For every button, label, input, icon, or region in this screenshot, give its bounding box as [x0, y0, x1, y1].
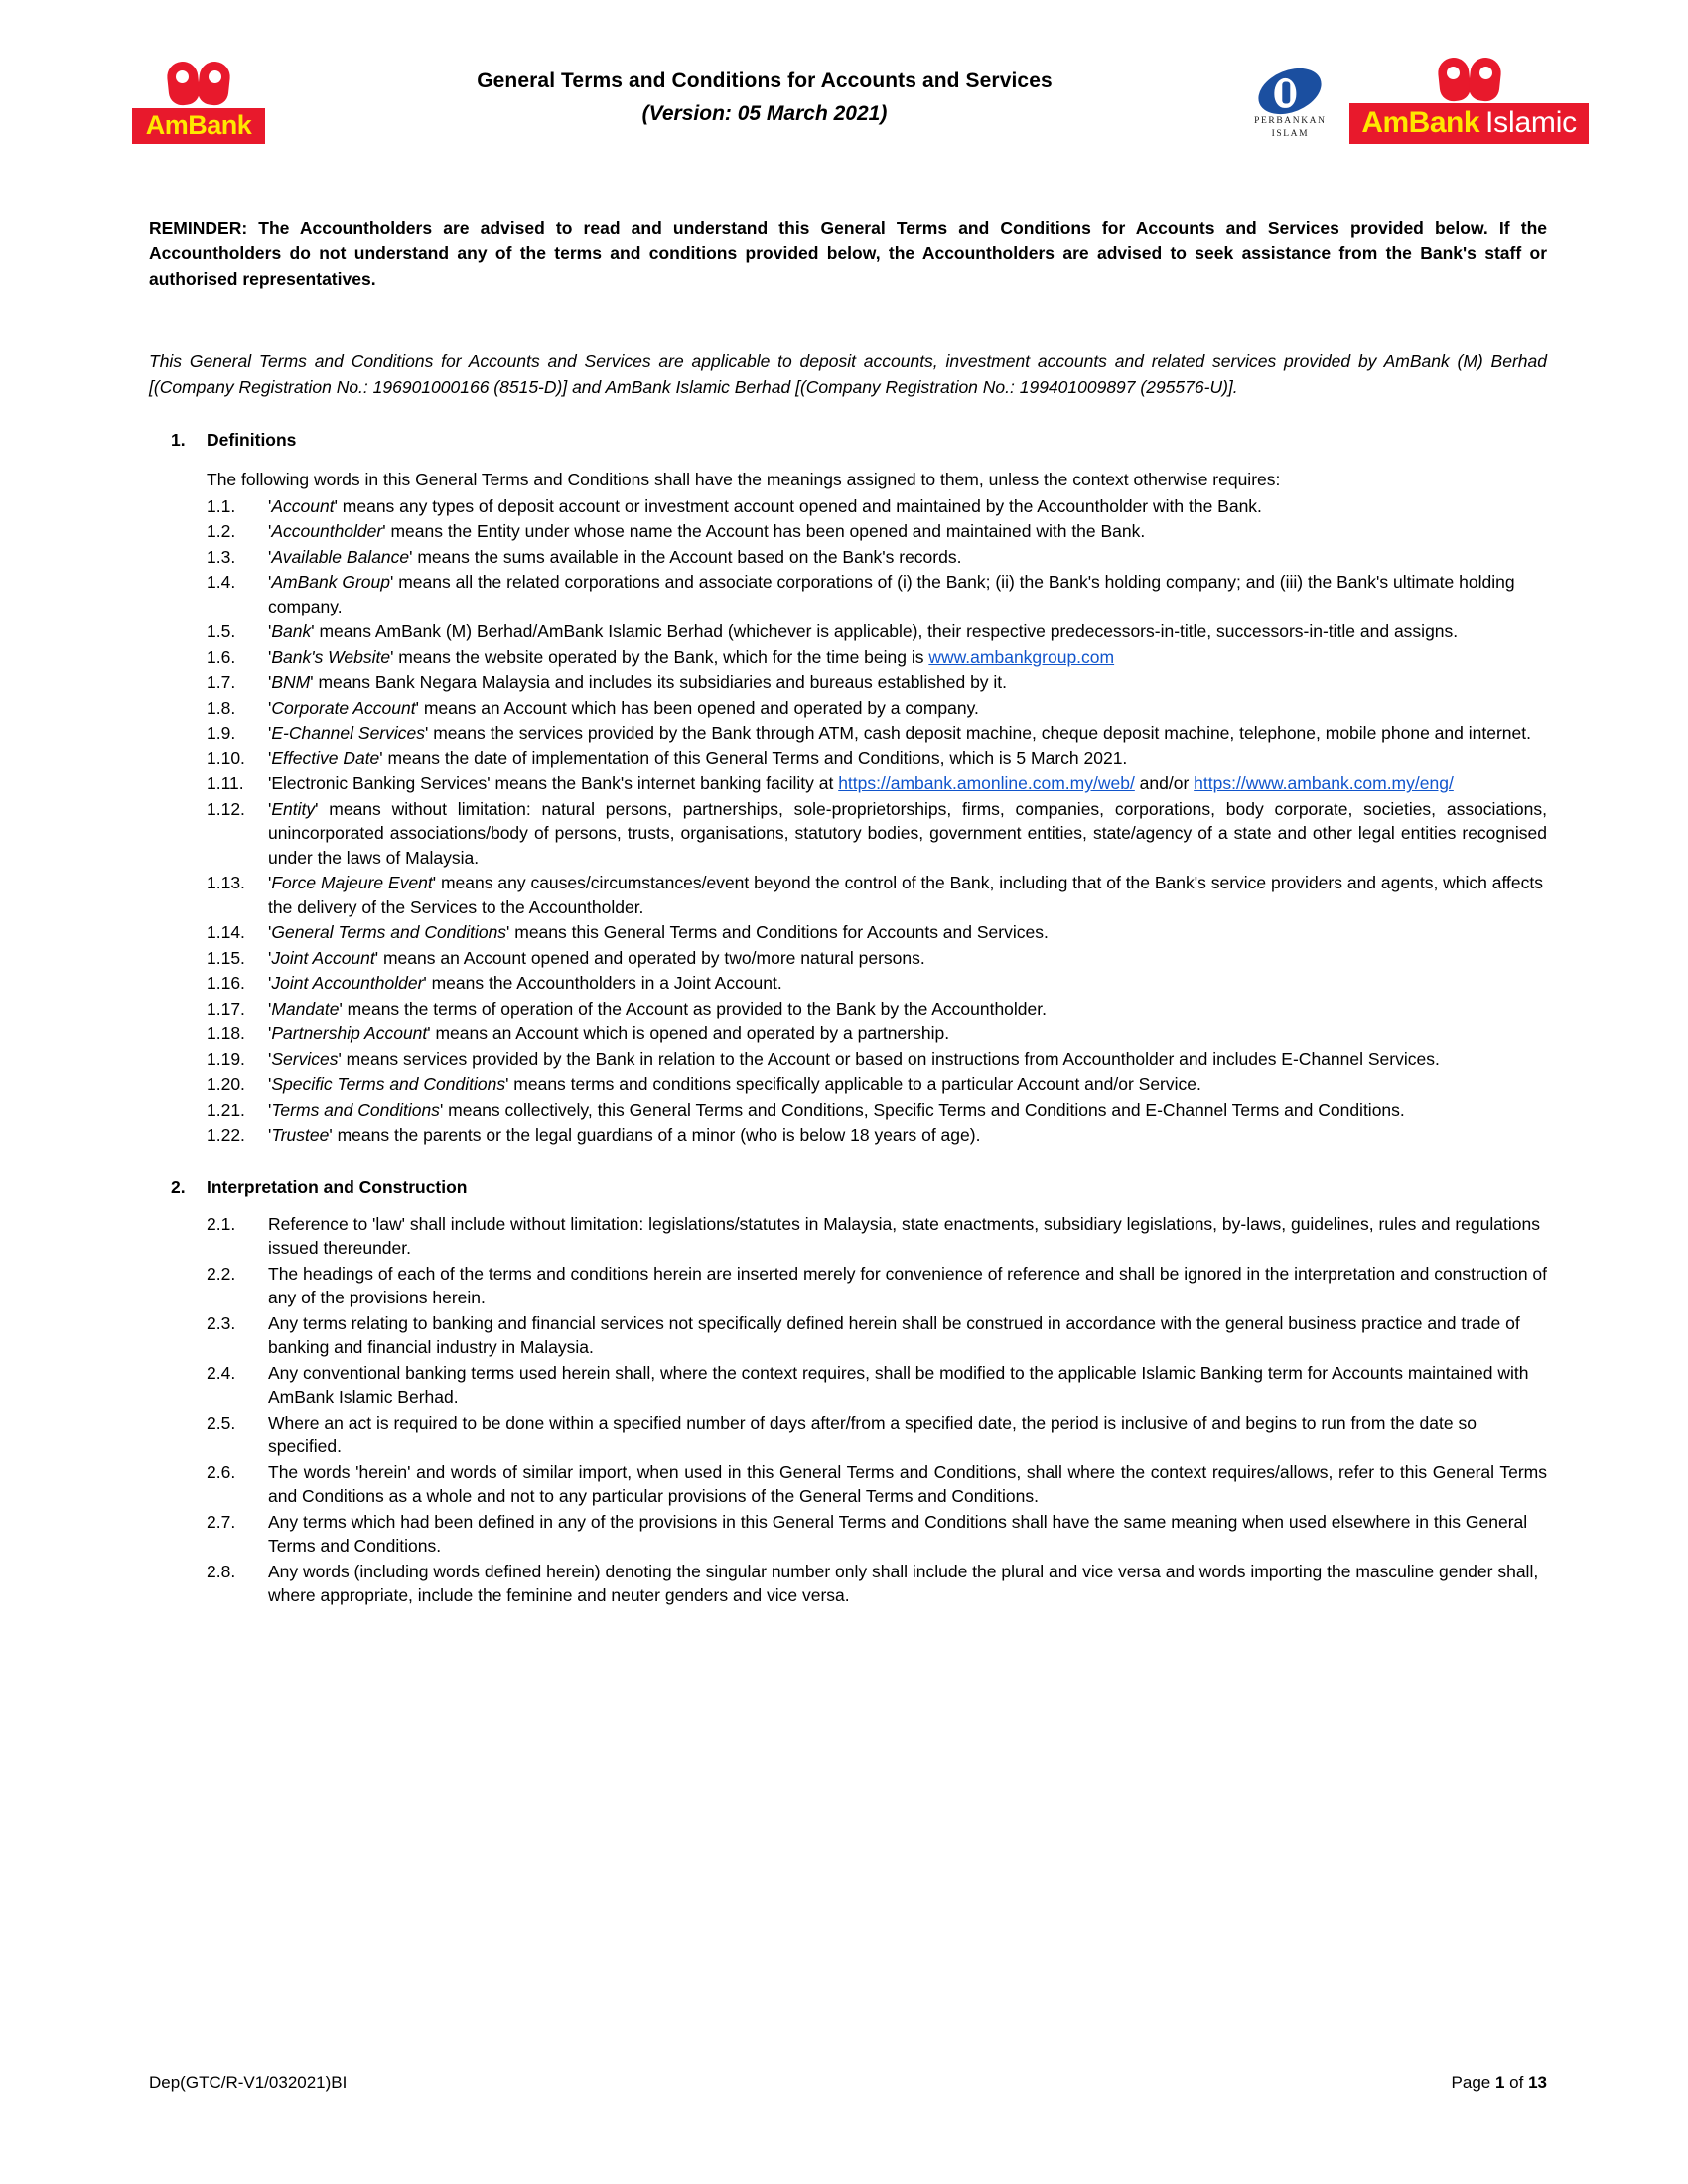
defined-term: Joint Accountholder: [271, 973, 424, 994]
clause-text: Any terms relating to banking and financial services not specifically defined herein shall be construed in accordance with the general business practice and trade of banking and financial industry in Malaysia.: [268, 1312, 1520, 1358]
clause: [207, 670, 1547, 695]
clause-number: 2.3.: [207, 1312, 236, 1333]
clause-text: 'Accountholder' means the Entity under whose name the Account has been opened and maintained with the Bank.: [268, 521, 1146, 542]
clause-number: 1.4.: [207, 572, 236, 593]
clause-number: 1.21.: [207, 1099, 245, 1120]
perbankan-islam-icon: [1252, 60, 1329, 123]
section-number: 2.: [171, 1176, 186, 1197]
clause-number: 2.4.: [207, 1362, 236, 1383]
clause-text: Where an act is required to be done within a specified number of days after/from a specified date, the period is inclusive of and begins to run from the date so specified.: [268, 1412, 1477, 1457]
clause-number: 2.8.: [207, 1561, 236, 1581]
section-heading: [149, 1177, 1547, 1198]
defined-term: Effective Date: [271, 748, 380, 768]
clause: [207, 1411, 1547, 1459]
clause-number: 1.14.: [207, 922, 245, 943]
clause-text: Reference to 'law' shall include without limitation: legislations/statutes in Malaysia, state enactments, subsidiary legislations, by-laws, guidelines, rules and regulations issued thereunder.: [268, 1213, 1540, 1259]
clause-text: 'Entity' means without limitation: natural persons, partnerships, sole-proprietorships, firms, companies, corporations, body corporate, societies, associations, unincorporated associations/body of persons, trusts, organisations, statutory bodies, government entities, state/agency of a state and other legal entities recognised under the laws of Malaysia.: [268, 798, 1547, 868]
clause-text: 'AmBank Group' means all the related corporations and associate corporations of (i) the Bank; (ii) the Bank's holding company; and (iii) the Bank's ultimate holding company.: [268, 572, 1515, 616]
perbankan-line-2: ISLAM: [1271, 128, 1310, 139]
clause-text: 'Joint Account' means an Account opened and operated by two/more natural persons.: [268, 947, 925, 968]
defined-term: Mandate: [271, 998, 340, 1019]
defined-term: BNM: [271, 672, 311, 693]
defined-term: Specific Terms and Conditions: [271, 1074, 506, 1095]
clause-text: 'Force Majeure Event' means any causes/circumstances/event beyond the control of the Bank, including that of the Bank's service providers and agents, which affects the delivery of the Services to the Accountholder.: [268, 873, 1544, 917]
clause-text: 'Services' means services provided by the Bank in relation to the Account or based on instructions from Accountholder and includes E-Channel Services.: [268, 1048, 1440, 1069]
clause-number: 1.11.: [207, 773, 244, 794]
document-body: [0, 216, 1688, 1608]
defined-term: Entity: [271, 798, 316, 819]
clause-number: 1.9.: [207, 723, 236, 744]
clause-text: 'Available Balance' means the sums available in the Account based on the Bank's records.: [268, 546, 962, 567]
clause: [207, 1123, 1547, 1148]
section-number: 1.: [171, 429, 186, 450]
defined-term: Terms and Conditions: [271, 1099, 440, 1120]
clause-text: 'Effective Date' means the date of implementation of this General Terms and Conditions, which is 5 March 2021.: [268, 748, 1128, 768]
clause-text: 'Bank' means AmBank (M) Berhad/AmBank Islamic Berhad (whichever is applicable), their respective predecessors-in-title, successors-in-title and assigns.: [268, 621, 1459, 642]
perbankan-islam-logo: [1244, 70, 1336, 144]
clause-text: Any terms which had been defined in any of the provisions in this General Terms and Conditions shall have the same meaning when used elsewhere in this General Terms and Conditions.: [268, 1511, 1528, 1557]
clause: [207, 619, 1547, 644]
clause-number: 1.16.: [207, 973, 245, 994]
clause: [207, 920, 1547, 945]
clause-number: 1.8.: [207, 697, 236, 718]
clause: [207, 1510, 1547, 1559]
clause: [207, 570, 1547, 618]
footer-page-number: [1452, 2073, 1547, 2093]
clause-number: 1.13.: [207, 873, 245, 893]
clause-text: 'BNM' means Bank Negara Malaysia and includes its subsidiaries and bureaus established by it.: [268, 672, 1008, 693]
preamble-paragraph: This General Terms and Conditions for Accounts and Services are applicable to deposit accounts, investment accounts and related services provided by AmBank (M) Berhad [(Company Registration No.: 196901000166 (8515-D)] and AmBank Islamic Berhad [(Company Registration No.: 199401009897 (295576-U)].: [149, 351, 1547, 397]
clause-text: Any conventional banking terms used herein shall, where the context requires, shall be modified to the applicable Islamic Banking term for Accounts maintained with AmBank Islamic Berhad.: [268, 1362, 1529, 1408]
clause-number: 1.22.: [207, 1125, 245, 1146]
clause-number: 1.18.: [207, 1024, 245, 1044]
clause-text: 'Account' means any types of deposit account or investment account opened and maintained by the Accountholder with the Bank.: [268, 495, 1262, 516]
clause: [207, 1262, 1547, 1310]
total-page-number: 13: [1528, 2073, 1547, 2092]
clause: [207, 1022, 1547, 1046]
clause: [207, 871, 1547, 919]
document-header: [0, 0, 1688, 159]
ambank-islamic-logo-group: [1231, 40, 1589, 144]
clause-number: 2.2.: [207, 1263, 236, 1284]
clause: [207, 1098, 1547, 1123]
clause-number: 2.5.: [207, 1412, 236, 1433]
page-prefix-label: Page: [1451, 2073, 1495, 2092]
defined-term: Corporate Account: [271, 697, 416, 718]
clause: [207, 519, 1547, 544]
clause-text: Any words (including words defined herein) denoting the singular number only shall include the plural and vice versa and words importing the masculine gender shall, where appropriate, include the feminine and neuter genders and vice versa.: [268, 1561, 1539, 1606]
clause-text: 'E-Channel Services' means the services provided by the Bank through ATM, cash deposit machine, cheque deposit machine, telephone, mobile phone and internet.: [268, 723, 1531, 744]
perbankan-islam-label: [1254, 115, 1326, 140]
clause-text: 'Electronic Banking Services' means the Bank's internet banking facility at https://ambank.amonline.com.my/web/ and/or https://www.ambank.com.my/eng/: [268, 773, 1454, 794]
clause: [207, 545, 1547, 570]
reminder-paragraph: REMINDER: The Accountholders are advised to read and understand this General Terms and Conditions for Accounts and Services provided below. If the Accountholders do not understand any of the terms and conditions provided below, the Accountholders are advised to seek assistance from the Bank's staff or authorised representatives.: [149, 218, 1547, 289]
clause-number: 1.2.: [207, 521, 236, 542]
ambank-islamic-wordmark-am: AmBank: [1361, 106, 1480, 139]
clause-number: 1.3.: [207, 546, 236, 567]
defined-term: Joint Account: [271, 947, 375, 968]
clause-text: 'Specific Terms and Conditions' means terms and conditions specifically applicable to a particular Account and/or Service.: [268, 1074, 1201, 1095]
clause: [207, 797, 1547, 871]
clause-text: The words 'herein' and words of similar import, when used in this General Terms and Conditions, shall where the context requires/allows, refer to this General Terms and Conditions as a whole and not to any particular provisions of the General Terms and Conditions.: [268, 1461, 1547, 1507]
clause: [207, 1047, 1547, 1072]
clause-text: 'General Terms and Conditions' means this General Terms and Conditions for Accounts and Services.: [268, 922, 1049, 943]
clause-text: 'Trustee' means the parents or the legal guardians of a minor (who is below 18 years of age).: [268, 1125, 981, 1146]
document-version: (Version: 05 March 2021): [641, 102, 888, 126]
defined-term: Bank: [271, 621, 312, 642]
defined-term: Available Balance: [271, 546, 410, 567]
page-title: General Terms and Conditions for Accounts and Services: [477, 69, 1053, 92]
section: [149, 430, 1547, 1148]
defined-term: Bank's Website: [271, 646, 391, 667]
clause: [207, 1361, 1547, 1410]
clause: [207, 1311, 1547, 1360]
clause-number: 1.7.: [207, 672, 236, 693]
defined-term: General Terms and Conditions: [271, 922, 507, 943]
clause-number: 1.5.: [207, 621, 236, 642]
current-page-number: 1: [1494, 2073, 1505, 2092]
clause: [207, 696, 1547, 721]
defined-term: AmBank Group: [271, 572, 390, 593]
clause: [207, 946, 1547, 971]
clause: [207, 1560, 1547, 1608]
clause-number: 1.10.: [207, 748, 245, 768]
ambank-wordmark: AmBank: [132, 108, 266, 144]
ambank-symbol-icon: [168, 62, 229, 105]
clause: [207, 1212, 1547, 1261]
clause: [207, 1460, 1547, 1509]
clause-number: 1.20.: [207, 1074, 245, 1095]
perbankan-line-1: PERBANKAN: [1254, 116, 1327, 127]
clause-text: 'Bank's Website' means the website operated by the Bank, which for the time being is www.ambankgroup.com: [268, 646, 1115, 667]
external-link[interactable]: https://www.ambank.com.my/eng/: [1194, 773, 1454, 794]
defined-term: Trustee: [271, 1125, 330, 1146]
section-title: Definitions: [207, 429, 297, 450]
clause-number: 1.6.: [207, 646, 236, 667]
ambank-islamic-wordmark-islamic: Islamic: [1485, 106, 1577, 139]
clause-number: 1.19.: [207, 1048, 245, 1069]
defined-term: Partnership Account: [271, 1024, 428, 1044]
clause: [207, 971, 1547, 996]
clause-text: 'Partnership Account' means an Account which is opened and operated by a partnership.: [268, 1024, 950, 1044]
ambank-islamic-symbol-icon: [1439, 58, 1500, 101]
clause: [207, 645, 1547, 670]
section-heading: [149, 430, 1547, 451]
clause: [207, 747, 1547, 771]
clause: [207, 494, 1547, 519]
clause-text: 'Corporate Account' means an Account which has been opened and operated by a company.: [268, 697, 979, 718]
clause-text: The headings of each of the terms and conditions herein are inserted merely for convenience of reference and shall be ignored in the interpretation and construction of any of the provisions herein.: [268, 1263, 1548, 1308]
defined-term: Force Majeure Event: [271, 873, 433, 893]
external-link[interactable]: www.ambankgroup.com: [928, 646, 1115, 667]
clause-number: 1.17.: [207, 998, 245, 1019]
ambank-islamic-wordmark: [1349, 103, 1589, 144]
page-mid-label: of: [1504, 2073, 1529, 2092]
document-footer: [149, 2073, 1547, 2093]
clause-number: 1.12.: [207, 798, 245, 819]
clause-number: 2.7.: [207, 1511, 236, 1532]
defined-term: Services: [271, 1048, 339, 1069]
clause-number: 2.1.: [207, 1213, 236, 1234]
clause: [207, 997, 1547, 1022]
ambank-islamic-logo: [1349, 58, 1589, 144]
footer-document-reference: Dep(GTC/R-V1/032021)BI: [149, 2073, 348, 2092]
section-title: Interpretation and Construction: [207, 1176, 468, 1197]
sections-container: [149, 430, 1547, 1608]
section: [149, 1177, 1547, 1608]
clause-number: 2.6.: [207, 1461, 236, 1482]
defined-term: Accountholder: [271, 521, 383, 542]
clause-number: 1.1.: [207, 495, 236, 516]
ambank-logo: [99, 40, 298, 144]
defined-term: Account: [271, 495, 335, 516]
external-link[interactable]: https://ambank.amonline.com.my/web/: [838, 773, 1135, 794]
clause-text: 'Mandate' means the terms of operation of the Account as provided to the Bank by the Accountholder.: [268, 998, 1047, 1019]
clause: [207, 771, 1547, 796]
clause-text: 'Joint Accountholder' means the Accountholders in a Joint Account.: [268, 973, 782, 994]
defined-term: E-Channel Services: [271, 723, 425, 744]
header-title-block: [298, 40, 1231, 129]
section-lead-text: The following words in this General Terms and Conditions shall have the meanings assigned to them, unless the context otherwise requires:: [207, 470, 1281, 490]
clause: [207, 1072, 1547, 1097]
clause-number: 1.15.: [207, 947, 245, 968]
clause: [207, 721, 1547, 746]
clause-text: 'Terms and Conditions' means collectively, this General Terms and Conditions, Specific Terms and Conditions and E-Channel Terms and Conditions.: [268, 1099, 1405, 1120]
